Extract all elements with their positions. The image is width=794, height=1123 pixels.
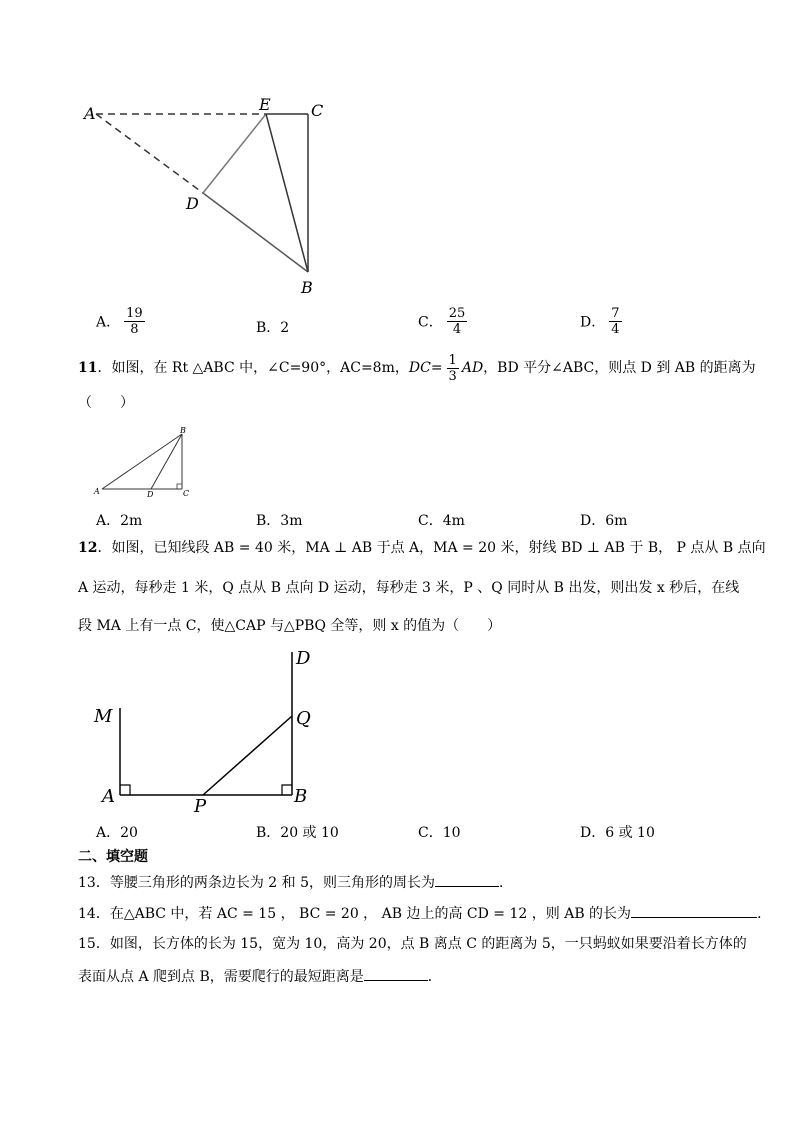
q11-dc: DC [408, 360, 431, 376]
label-b: B [180, 426, 186, 435]
figure-q11-triangle [92, 424, 202, 500]
q12-stem-line-1 [78, 538, 766, 558]
q15-text: 表面从点 A 爬到点 B，需要爬行的最短距离是 [78, 969, 364, 985]
right-angle-mark-b [282, 785, 292, 795]
q10-option-a[interactable] [96, 306, 145, 337]
fraction-numerator: 19 [126, 306, 143, 321]
fraction-denominator: 3 [448, 368, 457, 384]
fraction-numerator: 25 [448, 306, 466, 321]
q12-number: 12 [78, 540, 98, 556]
segment-ad-dashed [96, 114, 203, 193]
label-d: D [147, 490, 154, 499]
label-c: C [311, 101, 324, 120]
q10-option-a-label: A． [96, 314, 121, 331]
q10-option-b-value: 2 [280, 320, 290, 336]
label-e: E [259, 95, 271, 114]
q15-stem-line-2 [78, 966, 442, 987]
q11-option-d[interactable]: D．6m [580, 513, 628, 529]
segment-ab [102, 434, 182, 489]
q11-fraction [447, 353, 459, 384]
q15-answer-blank[interactable] [364, 966, 428, 981]
q10-option-c-fraction [447, 306, 468, 337]
q12-stem-line-3: 段 MA 上有一点 C，使△CAP 与△PBQ 全等，则 x 的值为（ ） [78, 618, 502, 634]
q10-option-d-fraction [609, 306, 621, 337]
q13-answer-blank[interactable] [435, 872, 499, 887]
q11-stem [78, 352, 756, 384]
q14-answer-blank[interactable] [631, 903, 757, 918]
label-d: D [296, 648, 311, 669]
q11-ad: AD [461, 360, 484, 376]
q12-stem-line-2: A 运动，每秒走 1 米，Q 点从 B 点向 D 运动，每秒走 3 米，P 、Q 同时从 B 出发，则出发 x 秒后，在线 [78, 580, 740, 596]
q10-option-d[interactable] [580, 306, 622, 337]
q12-option-d[interactable]: D．6 或 10 [580, 825, 655, 841]
q12-text-1: ．如图，已知线段 AB = 40 米，MA ⊥ AB 于点 A，MA = 20 米，射线 BD ⊥ AB 于 B， P 点从 B 点向 [97, 540, 766, 556]
q11-option-b[interactable]: B．3m [256, 513, 303, 529]
q11-eq: = [430, 360, 443, 376]
q13-text: 13．等腰三角形的两条边长为 2 和 5，则三角形的周长为 [78, 875, 435, 891]
label-a: A [94, 487, 100, 496]
q10-option-a-fraction [124, 306, 145, 337]
fraction-numerator: 7 [611, 306, 620, 321]
q11-number: 11 [78, 360, 98, 376]
right-angle-mark-a [120, 785, 130, 795]
q13-end: ． [498, 875, 513, 891]
fraction-numerator: 1 [448, 352, 457, 368]
q15-end: ． [427, 969, 442, 985]
q11-option-c[interactable]: C．4m [418, 513, 465, 529]
label-b: B [301, 278, 313, 297]
q11-text-2: ，BD 平分∠ABC，则点 D 到 AB 的距离为 [483, 360, 756, 376]
q10-option-c-label: C． [418, 314, 443, 331]
label-q: Q [296, 708, 311, 729]
label-a: A [84, 104, 96, 123]
segment-eb [266, 114, 308, 272]
q14-stem [78, 903, 771, 924]
q10-option-b[interactable] [256, 317, 289, 337]
q14-text: 14．在△ABC 中，若 AC = 15 ， BC = 20 ， AB 边上的高 CD = 12 ，则 AB 的长为 [78, 906, 632, 922]
section-heading-fill-in: 二、填空题 [78, 849, 148, 865]
fraction-denominator: 4 [452, 322, 462, 337]
q12-option-c[interactable]: C．10 [418, 825, 461, 841]
figure-q12 [90, 644, 330, 819]
right-angle-mark [177, 484, 182, 489]
label-m: M [94, 706, 113, 727]
label-d: D [186, 194, 199, 213]
segment-bd [151, 434, 182, 489]
segment-pq [203, 716, 292, 795]
fraction-denominator: 4 [611, 322, 620, 337]
label-p: P [194, 796, 207, 817]
q15-stem-line-1: 15．如图，长方体的长为 15，宽为 10，高为 20，点 B 离点 C 的距离为 5，一只蚂蚁如果要沿着长方体的 [78, 936, 747, 952]
q12-option-a[interactable]: A．20 [96, 825, 138, 841]
q10-option-b-label: B． [256, 320, 281, 336]
segment-ed [203, 114, 266, 193]
q10-option-c[interactable] [418, 306, 467, 337]
q12-option-b[interactable]: B．20 或 10 [256, 825, 339, 841]
segment-db [203, 193, 308, 272]
label-a: A [102, 786, 115, 807]
figure-triangle-aecdb [70, 90, 350, 305]
q13-stem [78, 872, 513, 893]
q11-paren: （ ） [78, 395, 134, 411]
fraction-denominator: 8 [130, 322, 139, 337]
q14-end: ． [757, 906, 772, 922]
label-b: B [294, 786, 308, 807]
q10-option-d-label: D． [580, 314, 606, 331]
q11-text-1: ．如图，在 Rt △ABC 中，∠C=90°，AC=8m， [97, 360, 409, 376]
label-c: C [183, 489, 190, 498]
q11-option-a[interactable]: A．2m [96, 513, 143, 529]
